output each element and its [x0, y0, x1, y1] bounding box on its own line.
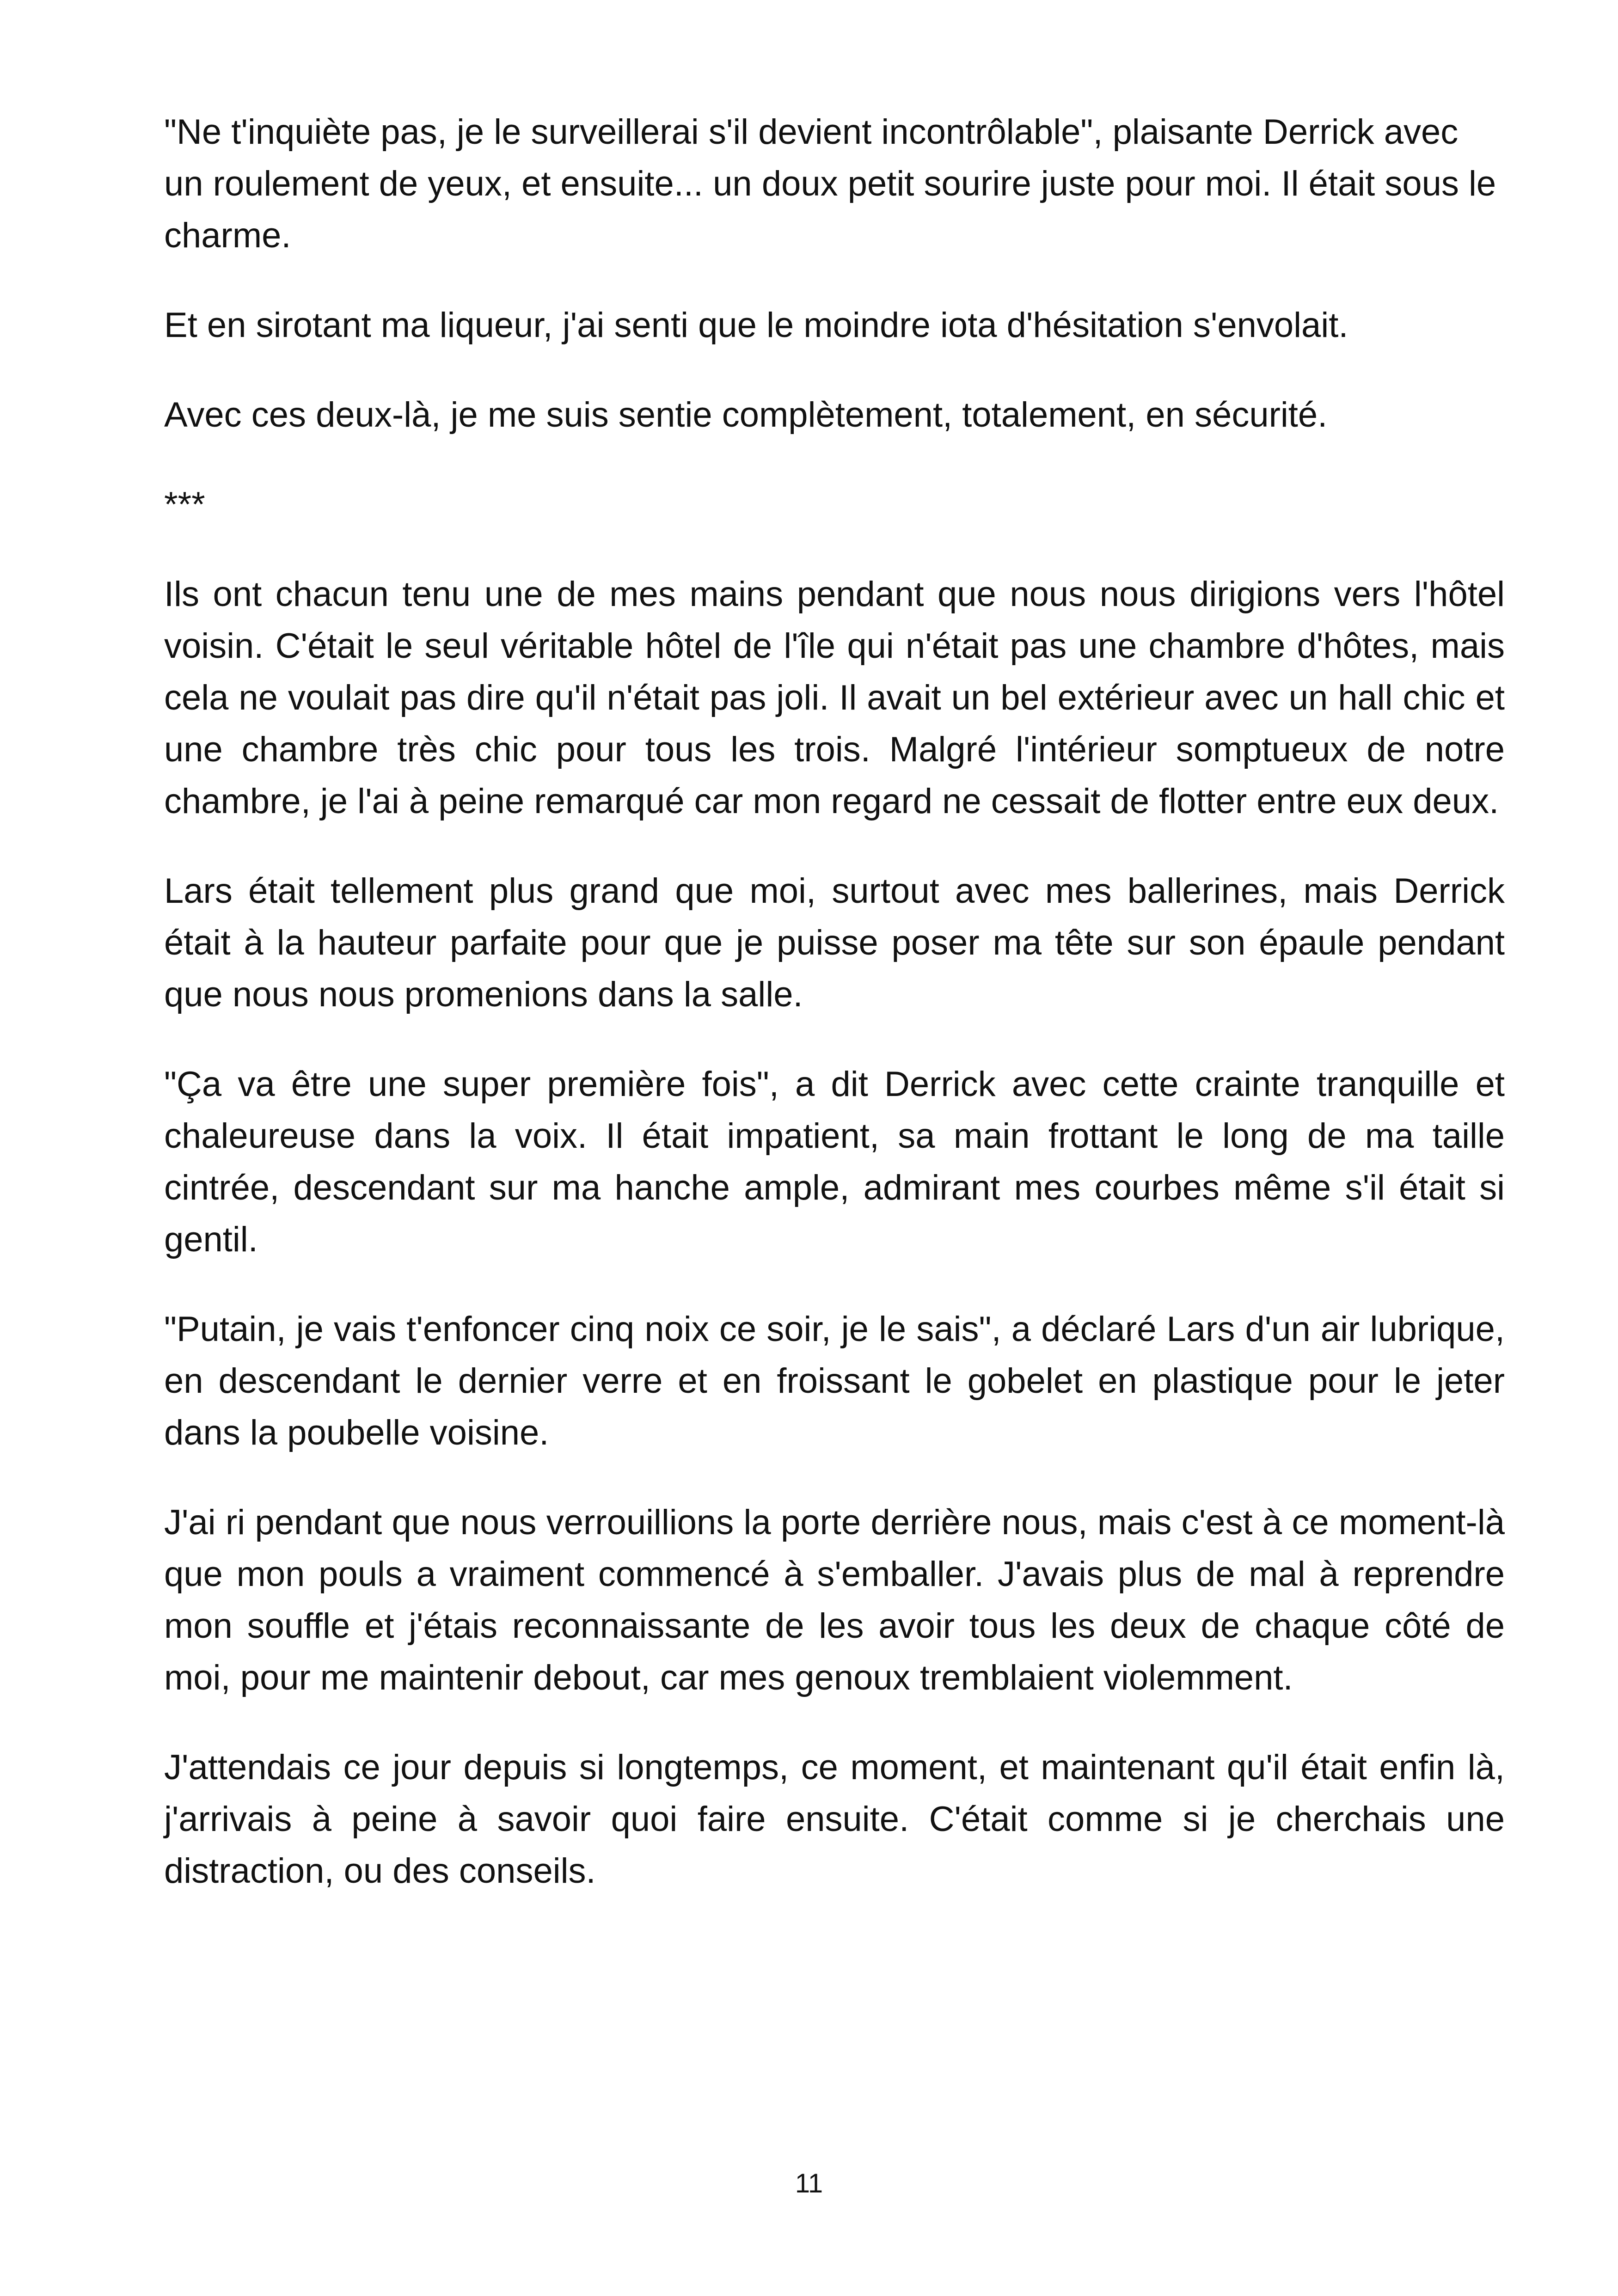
paragraph: Et en sirotant ma liqueur, j'ai senti que le moindre iota d'hésitation s'envolait. [164, 306, 1348, 345]
paragraph: "Putain, je vais t'enfoncer cinq noix ce soir, je le sais", a déclaré Lars d'un air lubrique, en descendant le dernier verre et en froissant le gobelet en plastique pour le jeter dans la poubelle voisine. [164, 1310, 1505, 1452]
page-number: 11 [795, 2168, 823, 2198]
paragraph: Lars était tellement plus grand que moi, surtout avec mes ballerines, mais Derrick était à la hauteur parfaite pour que je puisse poser ma tête sur son épaule pendant que nous nous promenions dans la salle. [164, 871, 1505, 1014]
paragraph: J'attendais ce jour depuis si longtemps, ce moment, et maintenant qu'il était enfin là, j'arrivais à peine à savoir quoi faire ensuite. C'était comme si je cherchais une distraction, ou des conseils. [164, 1748, 1505, 1891]
paragraph: Avec ces deux-là, je me suis sentie complètement, totalement, en sécurité. [164, 395, 1328, 435]
paragraph: "Ne t'inquiète pas, je le surveillerai s'il devient incontrôlable", plaisante Derrick avec un roulement de yeux, et ensuite... un doux petit sourire juste pour moi. Il était sous le charme. [164, 112, 1496, 255]
section-break: *** [164, 485, 205, 524]
paragraph: J'ai ri pendant que nous verrouillions la porte derrière nous, mais c'est à ce moment-là que mon pouls a vraiment commencé à s'emballer. J'avais plus de mal à reprendre mon souffle et j'étais reconnaissante de les avoir tous les deux de chaque côté de moi, pour me maintenir debout, car mes genoux tremblaient violemment. [164, 1503, 1505, 1697]
body-text [164, 106, 1505, 1935]
paragraph: "Ça va être une super première fois", a dit Derrick avec cette crainte tranquille et chaleureuse dans la voix. Il était impatient, sa main frottant le long de ma taille cintrée, descendant sur ma hanche ample, admirant mes courbes même s'il était si gentil. [164, 1065, 1505, 1259]
paragraph: Ils ont chacun tenu une de mes mains pendant que nous nous dirigions vers l'hôtel voisin. C'était le seul véritable hôtel de l'île qui n'était pas une chambre d'hôtes, mais cela ne voulait pas dire qu'il n'était pas joli. Il avait un bel extérieur avec un hall chic et une chambre très chic pour tous les trois. Malgré l'intérieur somptueux de notre chambre, je l'ai à peine remarqué car mon regard ne cessait de flotter entre eux deux. [164, 575, 1505, 821]
